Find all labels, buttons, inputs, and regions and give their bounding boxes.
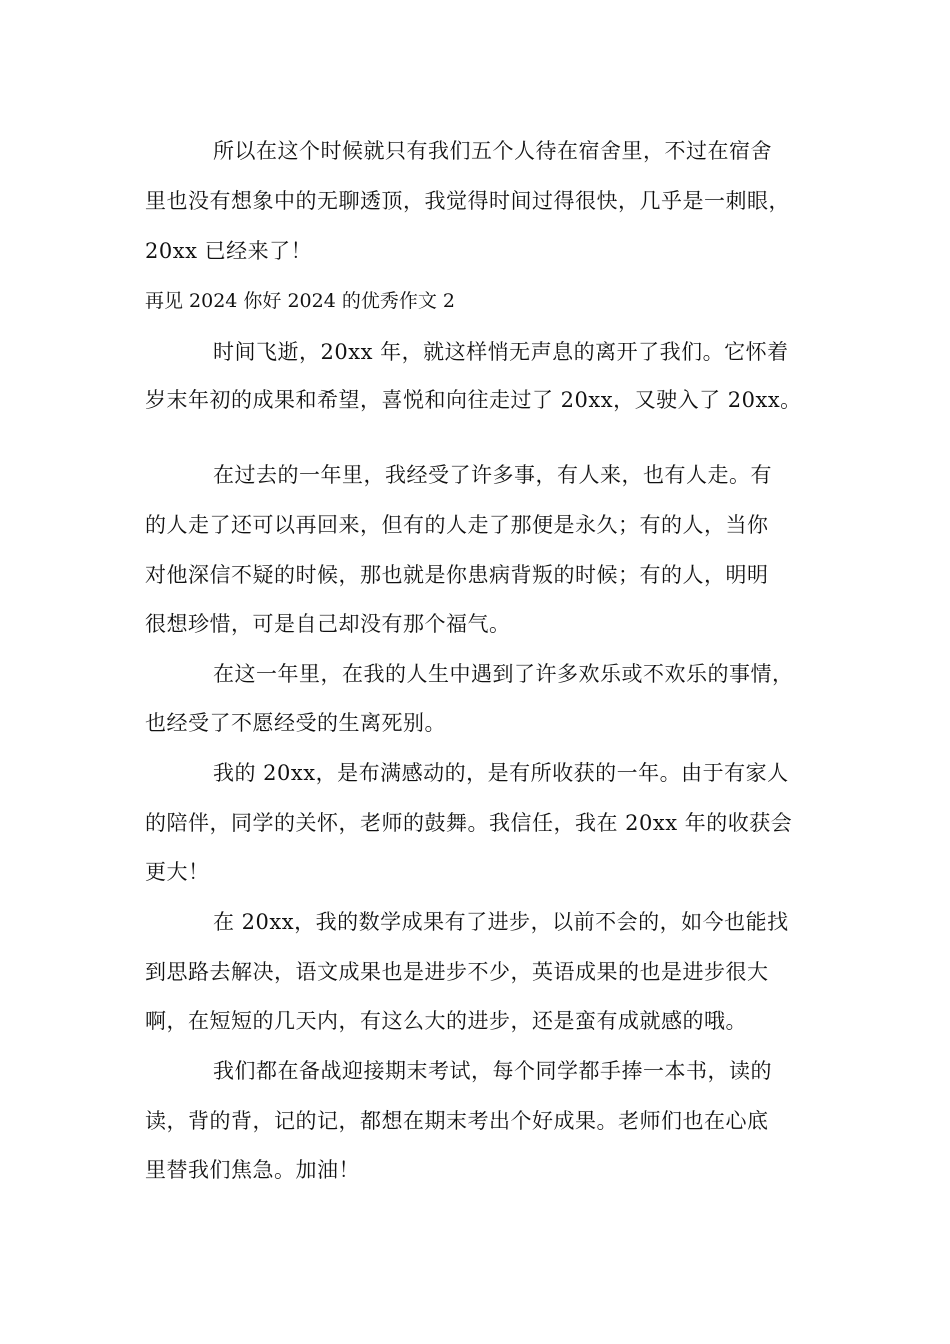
text-line: 所以在这个时候就只有我们五个人待在宿舍里，不过在宿舍	[213, 139, 772, 163]
text-line: 岁末年初的成果和希望，喜悦和向往走过了 20xx，又驶入了 20xx。	[145, 388, 802, 412]
text-line: 的人走了还可以再回来，但有的人走了那便是永久；有的人，当你	[145, 513, 769, 537]
text-line: 读，背的背，记的记，都想在期末考出个好成果。老师们也在心底	[145, 1109, 769, 1133]
text-line: 我们都在备战迎接期末考试，每个同学都手捧一本书，读的	[213, 1059, 772, 1083]
text-line: 里也没有想象中的无聊透顶，我觉得时间过得很快，几乎是一刺眼，	[145, 189, 790, 213]
text-line: 的陪伴，同学的关怀，老师的鼓舞。我信任，我在 20xx 年的收获会	[145, 811, 793, 835]
text-line: 啊，在短短的几天内，有这么大的进步，还是蛮有成就感的哦。	[145, 1009, 747, 1033]
text-line: 很想珍惜，可是自己却没有那个福气。	[145, 612, 511, 636]
text-line: 我的 20xx，是布满感动的，是有所收获的一年。由于有家人	[213, 761, 789, 785]
text-line: 更大！	[145, 860, 210, 884]
text-line: 20xx 已经来了！	[145, 239, 313, 263]
text-line: 也经受了不愿经受的生离死别。	[145, 711, 446, 735]
text-line: 时间飞逝，20xx 年，就这样悄无声息的离开了我们。它怀着	[213, 340, 789, 364]
section-heading: 再见 2024 你好 2024 的优秀作文 2	[145, 290, 455, 312]
text-line: 里替我们焦急。加油！	[145, 1158, 360, 1182]
text-line: 在 20xx，我的数学成果有了进步，以前不会的，如今也能找	[213, 910, 789, 934]
text-line: 对他深信不疑的时候，那也就是你患病背叛的时候；有的人，明明	[145, 563, 769, 587]
text-line: 在这一年里，在我的人生中遇到了许多欢乐或不欢乐的事情，	[213, 662, 794, 686]
text-line: 到思路去解决，语文成果也是进步不少，英语成果的也是进步很大	[145, 960, 769, 984]
text-line: 在过去的一年里，我经受了许多事，有人来，也有人走。有	[213, 463, 772, 487]
